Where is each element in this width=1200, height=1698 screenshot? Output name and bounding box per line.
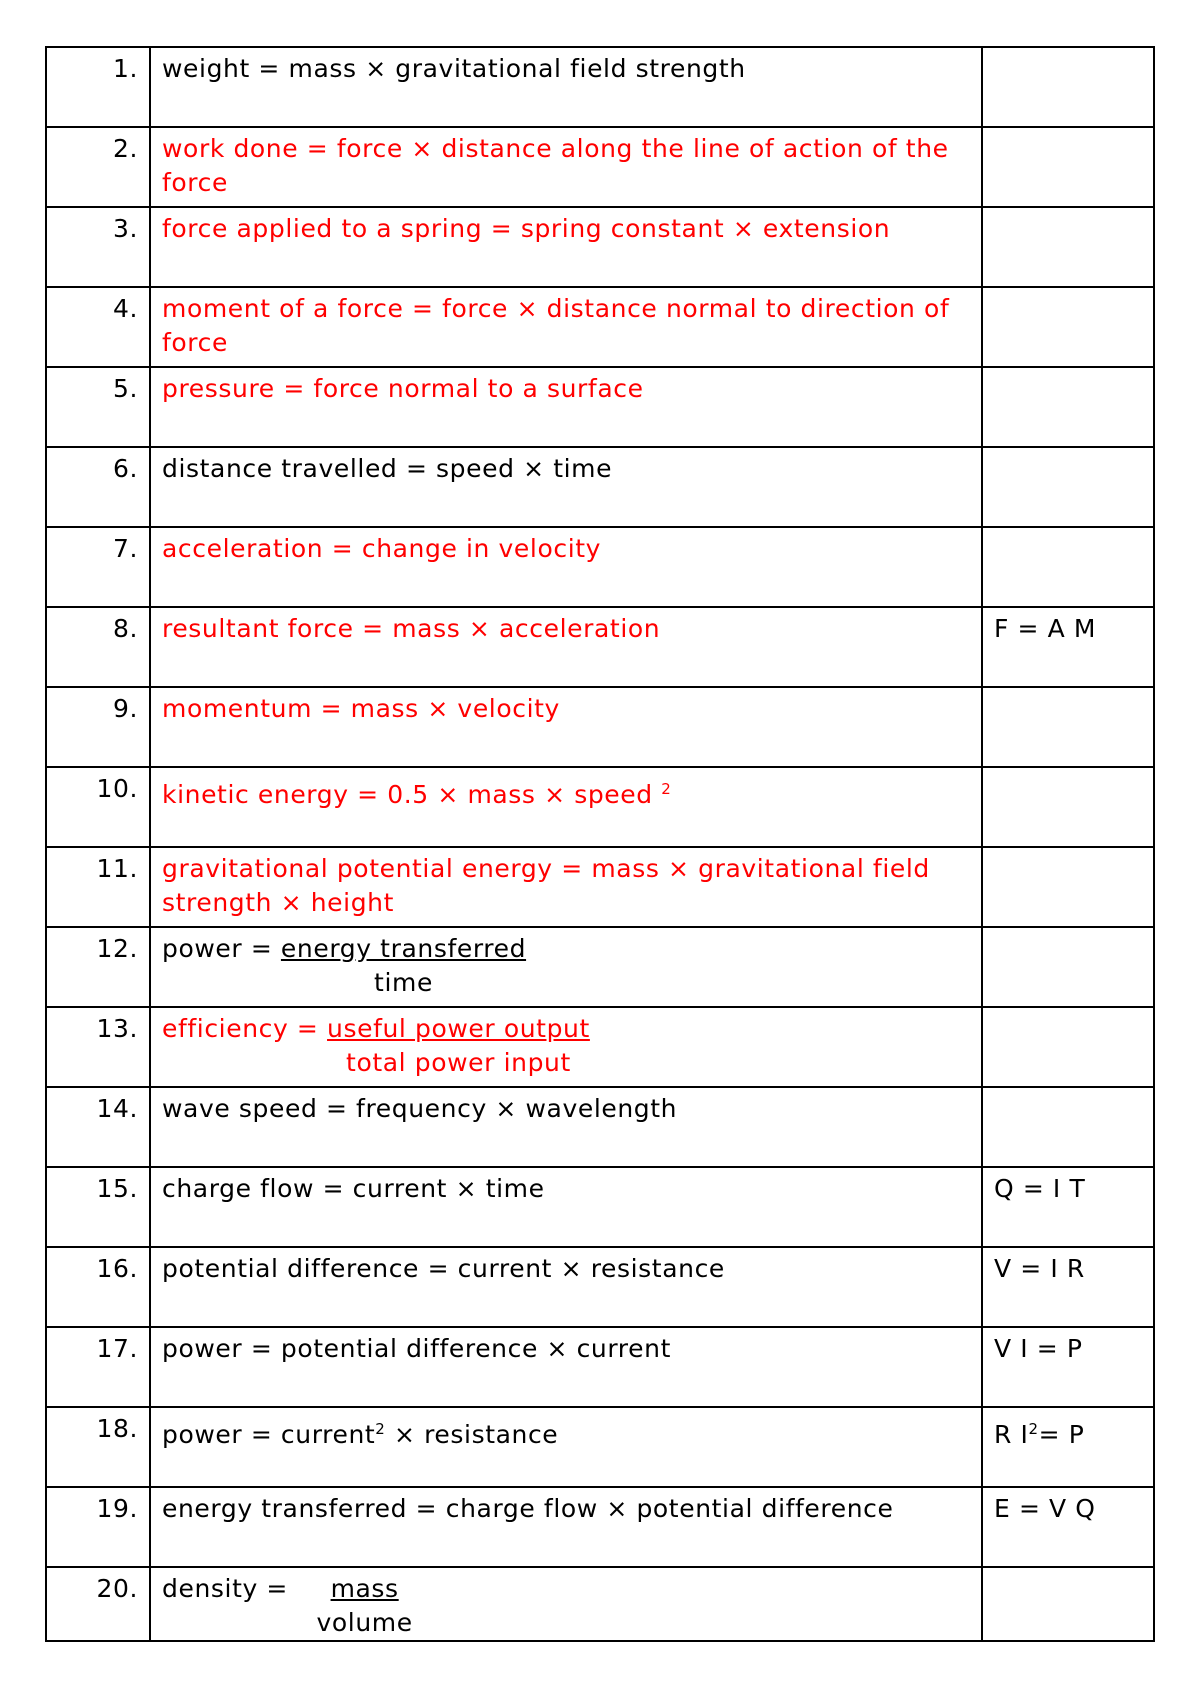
table-row <box>46 1567 1154 1641</box>
row-number: 15. <box>46 1167 150 1247</box>
equation-text: kinetic energy = 0.5 × mass × speed <box>162 780 653 809</box>
symbol-equation: F = A M <box>982 607 1154 687</box>
symbol-equation: E = V Q <box>982 1487 1154 1567</box>
row-number: 10. <box>46 767 150 847</box>
row-number: 17. <box>46 1327 150 1407</box>
table-row <box>46 687 1154 767</box>
symbol-equation <box>982 287 1154 367</box>
equation <box>150 767 982 847</box>
row-number: 13. <box>46 1007 150 1087</box>
equation: potential difference = current × resistance <box>150 1247 982 1327</box>
equation: momentum = mass × velocity <box>150 687 982 767</box>
table-row <box>46 927 1154 1007</box>
symbol-equation <box>982 1007 1154 1087</box>
numerator: useful power output <box>327 1014 590 1043</box>
symbol-equation <box>982 1087 1154 1167</box>
fraction <box>327 1012 590 1080</box>
equation-lhs: efficiency = <box>162 1014 319 1043</box>
symbol-equation: V I = P <box>982 1327 1154 1407</box>
equation: moment of a force = force × distance normal to direction of force <box>150 287 982 367</box>
denominator: total power input <box>346 1048 571 1077</box>
table-row <box>46 127 1154 207</box>
numerator: energy transferred <box>280 934 527 963</box>
equation-lhs: density = <box>162 1574 288 1603</box>
row-number: 7. <box>46 527 150 607</box>
equation: power = potential difference × current <box>150 1327 982 1407</box>
equation: weight = mass × gravitational field strength <box>150 47 982 127</box>
row-number: 5. <box>46 367 150 447</box>
equation: gravitational potential energy = mass × gravitational field strength × height <box>150 847 982 927</box>
equation-lhs: power = <box>162 934 273 963</box>
table-row <box>46 767 1154 847</box>
equation: resultant force = mass × acceleration <box>150 607 982 687</box>
row-number: 6. <box>46 447 150 527</box>
table-row <box>46 207 1154 287</box>
table-row <box>46 1007 1154 1087</box>
table-row <box>46 1487 1154 1567</box>
symbol-equation <box>982 767 1154 847</box>
symbol-equation <box>982 1407 1154 1487</box>
symbol-equation <box>982 527 1154 607</box>
row-number: 4. <box>46 287 150 367</box>
row-number: 14. <box>46 1087 150 1167</box>
equations-table <box>45 46 1155 1642</box>
table-row <box>46 607 1154 687</box>
table-row <box>46 367 1154 447</box>
symbol-text: R I <box>994 1420 1029 1449</box>
denominator: volume <box>316 1608 413 1637</box>
table-row <box>46 1327 1154 1407</box>
symbol-equation <box>982 447 1154 527</box>
table-row <box>46 527 1154 607</box>
table-row <box>46 1087 1154 1167</box>
table-row <box>46 447 1154 527</box>
equation-text: × resistance <box>385 1420 559 1449</box>
equation: work done = force × distance along the line of action of the force <box>150 127 982 207</box>
row-number: 18. <box>46 1407 150 1487</box>
row-number: 11. <box>46 847 150 927</box>
superscript: 2 <box>1028 1420 1039 1438</box>
symbol-equation: Q = I T <box>982 1167 1154 1247</box>
equation <box>150 927 982 1007</box>
equation: acceleration = change in velocity <box>150 527 982 607</box>
table-row <box>46 847 1154 927</box>
row-number: 1. <box>46 47 150 127</box>
equation-text: power = current <box>162 1420 376 1449</box>
symbol-equation: V = I R <box>982 1247 1154 1327</box>
equation: distance travelled = speed × time <box>150 447 982 527</box>
equation <box>150 1407 982 1487</box>
table-row <box>46 1407 1154 1487</box>
symbol-equation <box>982 47 1154 127</box>
row-number: 20. <box>46 1567 150 1641</box>
row-number: 16. <box>46 1247 150 1327</box>
equation <box>150 1007 982 1087</box>
symbol-equation <box>982 927 1154 1007</box>
equation: energy transferred = charge flow × potential difference <box>150 1487 982 1567</box>
symbol-equation <box>982 687 1154 767</box>
row-number: 3. <box>46 207 150 287</box>
equation: pressure = force normal to a surface <box>150 367 982 447</box>
symbol-equation <box>982 1567 1154 1641</box>
symbol-text: = P <box>1038 1420 1085 1449</box>
table-row <box>46 47 1154 127</box>
symbol-equation <box>982 127 1154 207</box>
equation <box>150 1567 982 1641</box>
table-row <box>46 1247 1154 1327</box>
row-number: 9. <box>46 687 150 767</box>
row-number: 19. <box>46 1487 150 1567</box>
equation: charge flow = current × time <box>150 1167 982 1247</box>
fraction <box>281 932 526 1000</box>
symbol-equation <box>982 367 1154 447</box>
fraction <box>317 1572 413 1640</box>
symbol-equation <box>982 847 1154 927</box>
numerator: mass <box>330 1574 399 1603</box>
row-number: 8. <box>46 607 150 687</box>
superscript: 2 <box>661 780 672 798</box>
equation: wave speed = frequency × wavelength <box>150 1087 982 1167</box>
superscript: 2 <box>375 1420 386 1438</box>
equation: force applied to a spring = spring constant × extension <box>150 207 982 287</box>
table-row <box>46 1167 1154 1247</box>
row-number: 12. <box>46 927 150 1007</box>
denominator: time <box>374 968 433 997</box>
row-number: 2. <box>46 127 150 207</box>
table-row <box>46 287 1154 367</box>
symbol-equation <box>982 207 1154 287</box>
